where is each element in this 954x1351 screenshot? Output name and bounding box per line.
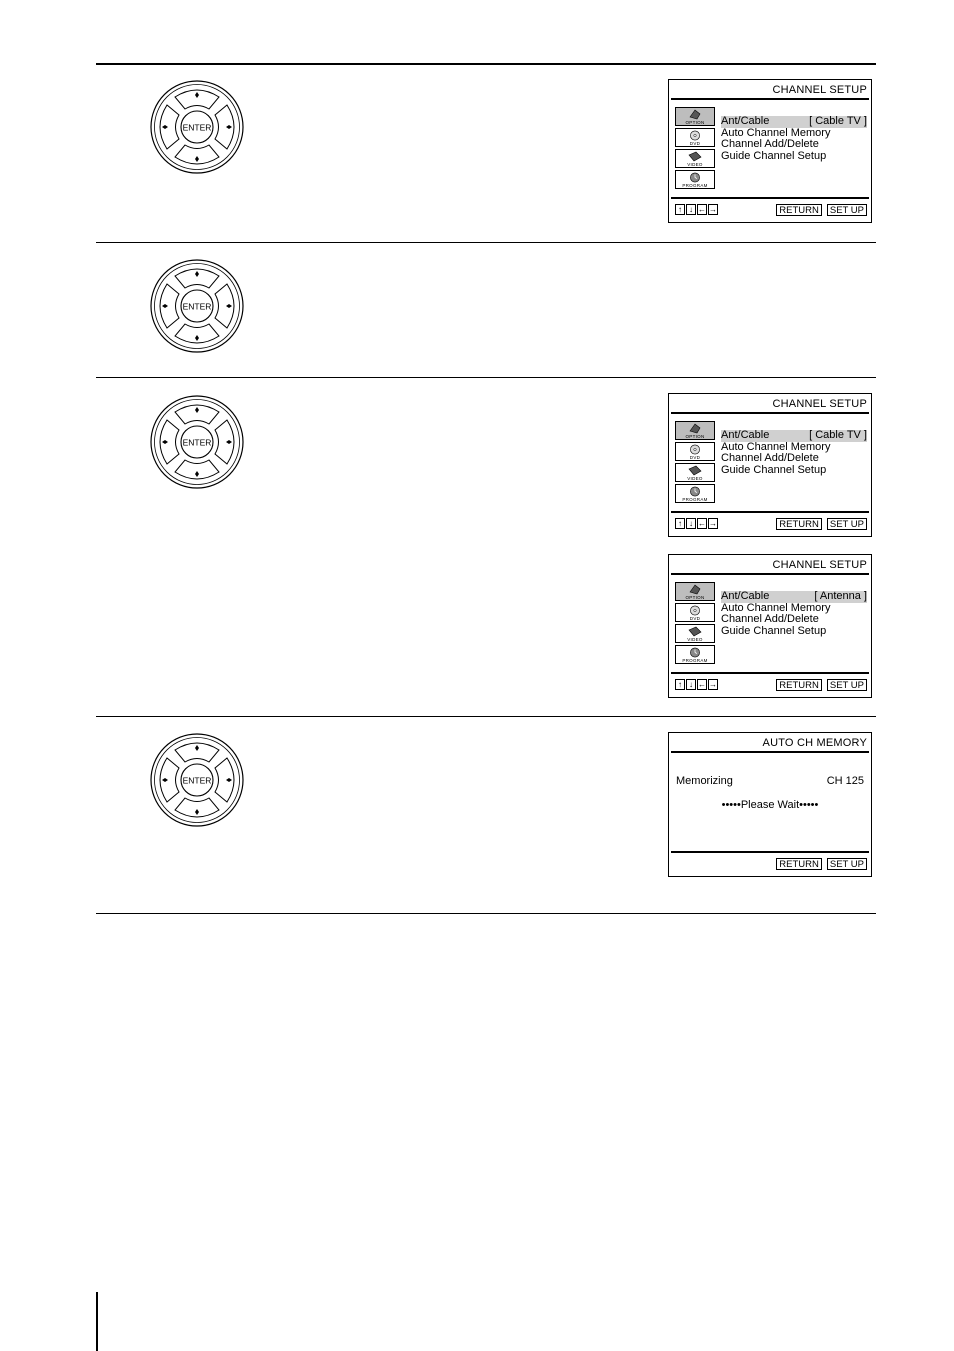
category-tab-option[interactable]	[675, 582, 715, 601]
menu-item-value: [ Antenna ]	[814, 590, 867, 602]
category-tab-label: DVD	[689, 616, 701, 621]
menu-item-label: Ant/Cable	[721, 115, 770, 127]
down-arrow-icon: ↓	[686, 518, 696, 529]
menu-item[interactable]	[721, 591, 867, 603]
menu-item[interactable]	[721, 626, 867, 638]
screen-title: CHANNEL SETUP	[772, 398, 867, 410]
navigation-arrows	[675, 204, 718, 215]
menu-item-label: Guide Channel Setup	[721, 149, 827, 162]
dvd-icon	[688, 130, 702, 141]
category-tab-option[interactable]	[675, 421, 715, 440]
up-arrow-icon: ↑	[675, 204, 685, 215]
setup-menu	[721, 116, 867, 162]
footer-divider	[671, 511, 869, 513]
menu-item-value: [ Cable TV ]	[809, 429, 867, 441]
down-arrow-icon: ↓	[686, 204, 696, 215]
program-icon	[688, 647, 702, 658]
category-tab-program[interactable]	[675, 645, 715, 664]
down-arrow-icon: ↓	[686, 679, 696, 690]
category-tab-dvd[interactable]	[675, 603, 715, 622]
menu-item[interactable]	[721, 151, 867, 163]
osd-screen-auto-memory	[668, 732, 872, 877]
screen-buttons	[776, 518, 867, 530]
right-arrow-icon: →	[709, 680, 717, 689]
navigation-arrows	[675, 518, 718, 529]
category-tab-label: VIDEO	[687, 637, 703, 642]
title-divider	[671, 573, 869, 575]
category-tab-program[interactable]	[675, 484, 715, 503]
channel-readout: CH 125	[826, 775, 864, 787]
direction-pad-graphic	[149, 258, 245, 354]
setup-button[interactable]: SET UP	[827, 858, 867, 870]
footer-divider	[671, 672, 869, 674]
menu-item-label: Ant/Cable	[721, 590, 770, 602]
enter-label: ENTER	[182, 301, 212, 312]
dvd-icon	[688, 605, 702, 616]
screen-buttons	[776, 204, 867, 216]
title-divider	[671, 98, 869, 100]
direction-pad-graphic	[149, 394, 245, 490]
screen-title: AUTO CH MEMORY	[762, 737, 867, 749]
category-tab-video[interactable]	[675, 463, 715, 482]
menu-item-label: Auto Channel Memory	[721, 601, 831, 614]
menu-item[interactable]	[721, 453, 867, 465]
footer-divider	[671, 851, 869, 853]
screen-buttons	[776, 679, 867, 691]
setup-button[interactable]: SET UP	[827, 204, 867, 216]
menu-item-label: Ant/Cable	[721, 429, 770, 441]
menu-item[interactable]	[721, 430, 867, 442]
osd-screen	[668, 554, 872, 698]
menu-item[interactable]	[721, 116, 867, 128]
osd-screen	[668, 79, 872, 223]
menu-item[interactable]	[721, 465, 867, 477]
dvd-icon	[688, 444, 702, 455]
enter-label: ENTER	[182, 122, 212, 133]
menu-item[interactable]	[721, 139, 867, 151]
category-tab-option[interactable]	[675, 107, 715, 126]
please-wait-message: •••••Please Wait•••••	[721, 799, 819, 811]
category-tab-label: VIDEO	[687, 476, 703, 481]
status-label: Memorizing	[676, 775, 733, 787]
menu-item-label: Auto Channel Memory	[721, 440, 831, 453]
category-tab-label: DVD	[689, 141, 701, 146]
left-arrow-icon: ←	[698, 205, 706, 214]
direction-pad	[149, 732, 245, 828]
category-tab-dvd[interactable]	[675, 128, 715, 147]
option-icon	[688, 423, 702, 434]
enter-label: ENTER	[182, 775, 212, 786]
title-divider	[671, 412, 869, 414]
category-tab-dvd[interactable]	[675, 442, 715, 461]
section-divider	[96, 913, 876, 914]
section-divider	[96, 716, 876, 717]
program-icon	[688, 172, 702, 183]
return-button[interactable]: RETURN	[776, 518, 822, 530]
video-icon	[688, 151, 702, 162]
section-divider	[96, 63, 876, 65]
menu-item-label: Channel Add/Delete	[721, 138, 819, 150]
page-margin-bar	[96, 1292, 98, 1351]
category-tab-program[interactable]	[675, 170, 715, 189]
category-tab-video[interactable]	[675, 149, 715, 168]
category-tab-video[interactable]	[675, 624, 715, 643]
setup-menu	[721, 591, 867, 637]
category-tab-label: PROGRAM	[682, 183, 708, 188]
screen-buttons	[776, 858, 867, 870]
return-button[interactable]: RETURN	[776, 204, 822, 216]
screen-title: CHANNEL SETUP	[772, 559, 867, 571]
title-divider	[671, 751, 869, 753]
screen-title: CHANNEL SETUP	[772, 84, 867, 96]
menu-item-label: Channel Add/Delete	[721, 452, 819, 464]
up-arrow-icon: ↑	[675, 679, 685, 690]
category-tab-label: PROGRAM	[682, 497, 708, 502]
right-arrow-icon: →	[709, 205, 717, 214]
direction-pad	[149, 258, 245, 354]
category-tab-label: OPTION	[685, 434, 705, 439]
option-icon	[688, 109, 702, 120]
section-divider	[96, 242, 876, 243]
menu-item-label: Guide Channel Setup	[721, 624, 827, 637]
navigation-arrows	[675, 679, 718, 690]
enter-label: ENTER	[182, 437, 212, 448]
up-arrow-icon: ↑	[675, 518, 685, 529]
setup-button[interactable]: SET UP	[827, 679, 867, 691]
menu-item-value: [ Cable TV ]	[809, 115, 867, 127]
menu-item-label: Auto Channel Memory	[721, 126, 831, 139]
footer-divider	[671, 197, 869, 199]
section-divider	[96, 377, 876, 378]
video-icon	[688, 626, 702, 637]
video-icon	[688, 465, 702, 476]
category-tab-label: OPTION	[685, 595, 705, 600]
left-arrow-icon: ←	[698, 519, 706, 528]
option-icon	[688, 584, 702, 595]
category-tab-label: VIDEO	[687, 162, 703, 167]
osd-screen	[668, 393, 872, 537]
menu-item[interactable]	[721, 614, 867, 626]
category-tab-label: PROGRAM	[682, 658, 708, 663]
setup-menu	[721, 430, 867, 476]
right-arrow-icon: →	[709, 519, 717, 528]
return-button[interactable]: RETURN	[776, 679, 822, 691]
category-tab-label: OPTION	[685, 120, 705, 125]
menu-item-label: Guide Channel Setup	[721, 463, 827, 476]
setup-button[interactable]: SET UP	[827, 518, 867, 530]
return-button[interactable]: RETURN	[776, 858, 822, 870]
left-arrow-icon: ←	[698, 680, 706, 689]
program-icon	[688, 486, 702, 497]
direction-pad	[149, 79, 245, 175]
direction-pad-graphic	[149, 732, 245, 828]
category-tab-label: DVD	[689, 455, 701, 460]
menu-item-label: Channel Add/Delete	[721, 613, 819, 625]
direction-pad-graphic	[149, 79, 245, 175]
direction-pad	[149, 394, 245, 490]
